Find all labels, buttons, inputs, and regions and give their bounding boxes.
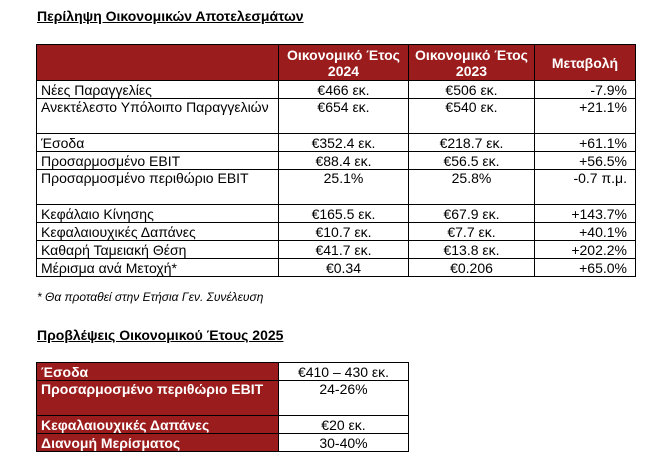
table-row (37, 259, 636, 277)
row-fy2024: €165.5 εκ. (279, 205, 409, 223)
forecast-value: 24-26% (279, 381, 409, 416)
summary-title: Περίληψη Οικονομικών Αποτελεσμάτων (37, 8, 304, 24)
table-row (37, 363, 409, 381)
row-fy2024: €41.7 εκ. (279, 241, 409, 259)
row-change: +202.2% (535, 241, 636, 259)
row-label: Μέρισμα ανά Μετοχή* (37, 259, 279, 277)
table-row (37, 416, 409, 434)
row-change: +21.1% (535, 99, 636, 134)
footnote: * Θα προταθεί στην Ετήσια Γεν. Συνέλευση (37, 290, 264, 304)
forecast-value: €410 – 430 εκ. (279, 363, 409, 381)
row-fy2023: 25.8% (409, 170, 535, 205)
forecast-label: Έσοδα (37, 363, 279, 381)
row-label: Προσαρμοσμένο περιθώριο EBIT (37, 170, 279, 205)
row-fy2024: €0.34 (279, 259, 409, 277)
forecast-label: Κεφαλαιουχικές Δαπάνες (37, 416, 279, 434)
row-fy2024: €654 εκ. (279, 99, 409, 134)
row-label: Έσοδα (37, 134, 279, 152)
row-fy2023: €540 εκ. (409, 99, 535, 134)
row-label: Ανεκτέλεστο Υπόλοιπο Παραγγελιών (37, 99, 279, 134)
table-row (37, 99, 636, 134)
row-fy2024: €466 εκ. (279, 81, 409, 99)
header-fy2023: Οικονομικό Έτος 2023 (409, 45, 535, 81)
table-row (37, 241, 636, 259)
forecast-label: Προσαρμοσμένο περιθώριο EBIT (37, 381, 279, 416)
table-row (37, 223, 636, 241)
table-row (37, 205, 636, 223)
row-fy2023: €506 εκ. (409, 81, 535, 99)
row-fy2024: €10.7 εκ. (279, 223, 409, 241)
row-change: -0.7 π.μ. (535, 170, 636, 205)
row-change: +61.1% (535, 134, 636, 152)
table-row (37, 434, 409, 452)
table-row (37, 170, 636, 205)
table-row (37, 152, 636, 170)
row-label: Κεφαλαιουχικές Δαπάνες (37, 223, 279, 241)
row-change: -7.9% (535, 81, 636, 99)
row-fy2024: 25.1% (279, 170, 409, 205)
summary-table (36, 44, 636, 277)
header-blank (37, 45, 279, 81)
summary-header-row (37, 45, 636, 81)
forecast-value: 30-40% (279, 434, 409, 452)
row-fy2023: €56.5 εκ. (409, 152, 535, 170)
row-change: +56.5% (535, 152, 636, 170)
row-label: Νέες Παραγγελίες (37, 81, 279, 99)
row-label: Κεφάλαιο Κίνησης (37, 205, 279, 223)
row-label: Προσαρμοσμένο EBIT (37, 152, 279, 170)
header-change: Μεταβολή (535, 45, 636, 81)
row-fy2023: €0.206 (409, 259, 535, 277)
table-row (37, 381, 409, 416)
row-fy2023: €13.8 εκ. (409, 241, 535, 259)
row-fy2024: €88.4 εκ. (279, 152, 409, 170)
row-fy2023: €7.7 εκ. (409, 223, 535, 241)
forecast-table (36, 362, 409, 452)
table-row (37, 134, 636, 152)
row-label: Καθαρή Ταμειακή Θέση (37, 241, 279, 259)
row-fy2023: €67.9 εκ. (409, 205, 535, 223)
row-fy2023: €218.7 εκ. (409, 134, 535, 152)
forecast-title: Προβλέψεις Οικονομικού Έτους 2025 (37, 327, 284, 343)
forecast-value: €20 εκ. (279, 416, 409, 434)
row-change: +143.7% (535, 205, 636, 223)
table-row (37, 81, 636, 99)
header-fy2024: Οικονομικό Έτος 2024 (279, 45, 409, 81)
row-change: +40.1% (535, 223, 636, 241)
row-fy2024: €352.4 εκ. (279, 134, 409, 152)
forecast-label: Διανομή Μερίσματος (37, 434, 279, 452)
row-change: +65.0% (535, 259, 636, 277)
